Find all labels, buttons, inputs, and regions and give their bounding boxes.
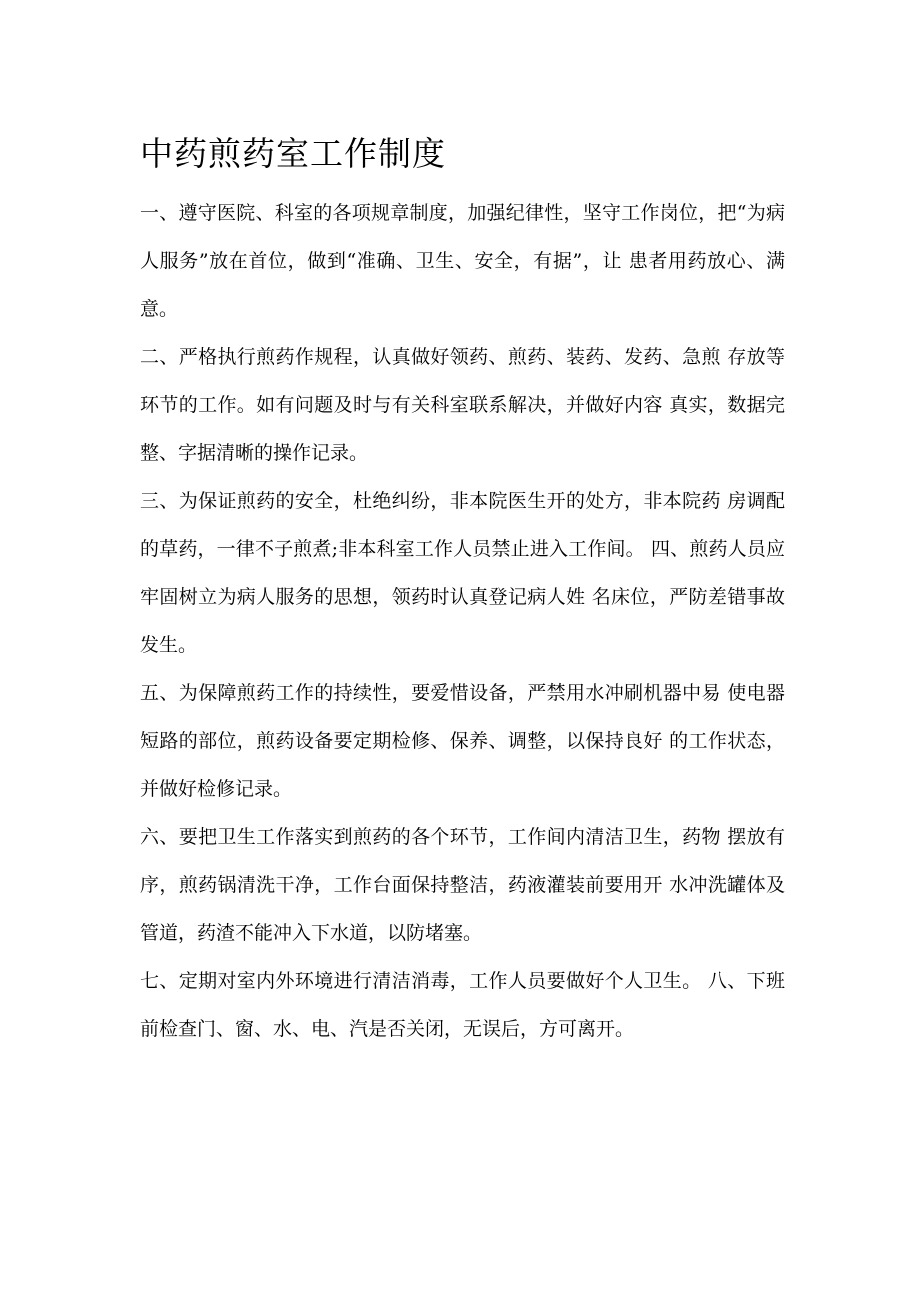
paragraph-5: 六、要把卫生工作落实到煎药的各个环节，工作间内清洁卫生，药物 摆放有序，煎药锅清洗干净，工作台面保持整洁，药液灌装前要用开 水冲洗罐体及管道，药渣不能冲入下水道，以防堵塞。	[140, 826, 785, 944]
paragraph-3: 三、为保证煎药的安全，杜绝纠纷，非本院医生开的处方，非本院药 房调配的草药，一律不子煎煮;非本科室工作人员禁止进入工作间。 四、煎药人员应牢固树立为病人服务的思想，领药时认真登记病人姓 名床位，严防差错事故发生。	[140, 490, 785, 656]
paragraph-1: 一、遵守医院、科室的各项规章制度，加强纪律性，坚守工作岗位，把“为病人服务”放在首位，做到“准确、卫生、安全，有据”，让 患者用药放心、满意。	[140, 202, 785, 320]
paragraph-6: 七、定期对室内外环境进行清洁消毒，工作人员要做好个人卫生。 八、下班前检查门、窗、水、电、汽是否关闭，无误后，方可离开。	[140, 970, 785, 1040]
paragraph-2: 二、严格执行煎药作规程，认真做好领药、煎药、装药、发药、急煎 存放等环节的工作。如有问题及时与有关科室联系解决，并做好内容 真实，数据完整、字据清晰的操作记录。	[140, 346, 785, 464]
page-title: 中药煎药室工作制度	[140, 134, 446, 173]
paragraph-4: 五、为保障煎药工作的持续性，要爱惜设备，严禁用水冲刷机器中易 使电器短路的部位，煎药设备要定期检修、保养、调整，以保持良好 的工作状态，并做好检修记录。	[140, 682, 785, 800]
document-body	[140, 189, 785, 1053]
